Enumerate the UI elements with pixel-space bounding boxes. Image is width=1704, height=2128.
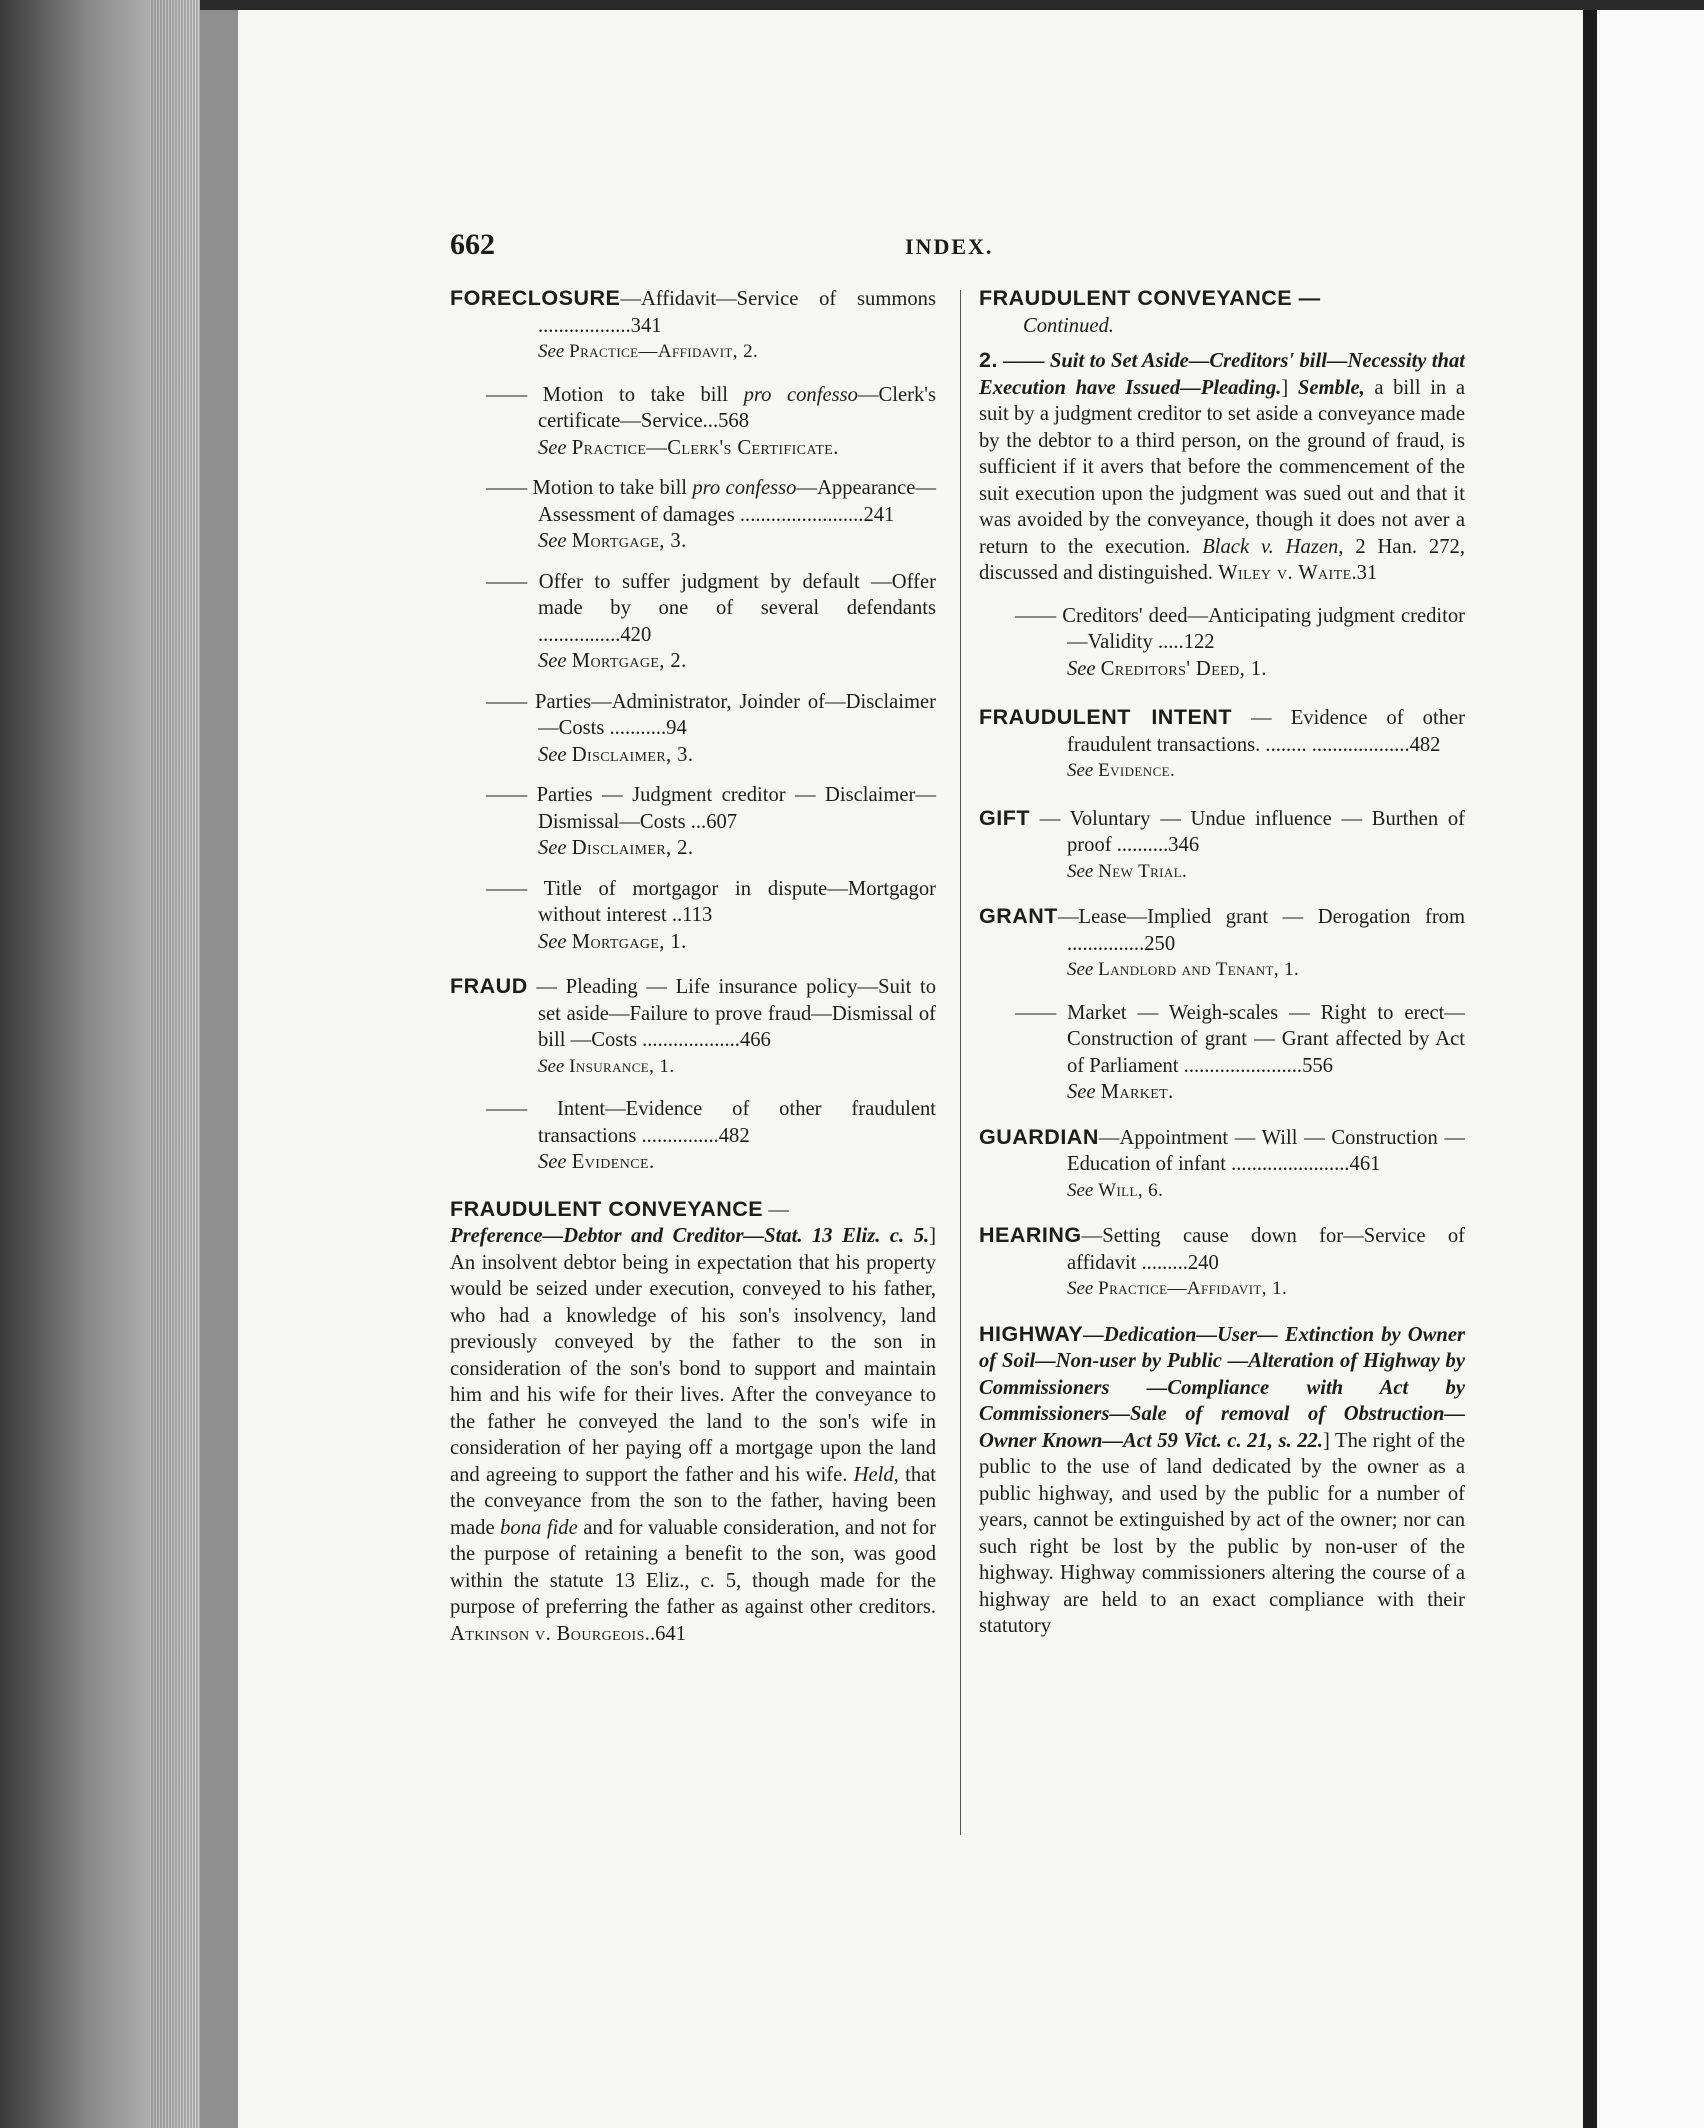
see-reference: [1067, 1079, 1465, 1106]
entry-subject: —Dedication—User— Extinction by Owner of Soil—Non-user by Public —Alteration of Highway by Commissioners —Compliance with Act by Commissioners—Sale of removal of Obstruction—Owner Known—Act 59 Vict. c. 21, s. 22.: [979, 1323, 1465, 1452]
see-word: See: [538, 341, 565, 362]
headword-guardian: GUARDIAN: [979, 1124, 1099, 1149]
see-target: Disclaimer, 2.: [571, 837, 694, 859]
see-reference: [538, 929, 936, 956]
see-reference: [450, 339, 936, 366]
fraudulent-intent-entry: [979, 704, 1465, 758]
foreclosure-entry-5: [450, 689, 936, 769]
index-entry-grant: [979, 903, 1465, 984]
see-reference: [538, 648, 936, 675]
page-number: 662: [450, 228, 495, 261]
entry-text: —: [763, 1198, 789, 1221]
column-divider: [960, 290, 961, 1835]
see-reference: [538, 528, 936, 555]
right-column: [979, 285, 1465, 1656]
see-reference: [979, 758, 1465, 785]
page-reference: .31: [1351, 562, 1378, 584]
foreclosure-entry-2: [450, 382, 936, 462]
scan-top-band: [0, 0, 1704, 10]
index-entry-foreclosure: [450, 285, 936, 366]
see-reference: [979, 1178, 1465, 1205]
see-word: See: [538, 743, 567, 766]
index-entry-fraud: [450, 973, 936, 1080]
see-word: See: [1067, 760, 1094, 781]
continued-heading: [979, 285, 1465, 313]
entry-text: a bill in a suit by a judgment creditor to set aside a conveyance made by the debtor to a third person, on the ground of fraud, is sufficient if it avers that before the commencement of the suit execution upon the judgment was sued out and that it was avoided by the conveyance, though it does not aver a return to the execution.: [979, 376, 1465, 558]
see-word: See: [538, 930, 567, 953]
headword-highway: HIGHWAY: [979, 1321, 1084, 1346]
fraudulent-conveyance-paragraph: [450, 1196, 936, 1648]
entry-text: that the conveyance from the son to the father, having been made: [450, 1463, 936, 1539]
entry-text: —Lease—Implied grant — Derogation from ...............250: [1057, 906, 1465, 955]
see-target: Practice—Clerk's Certificate.: [571, 436, 839, 459]
foreclosure-entry-4: [450, 569, 936, 675]
see-reference: [1067, 656, 1465, 683]
headword-gift: GIFT: [979, 805, 1030, 830]
see-word: See: [538, 650, 567, 672]
see-word: See: [1067, 1179, 1094, 1201]
guardian-entry: [979, 1124, 1465, 1178]
headword-fraudulent-conveyance-continued: FRAUDULENT CONVEYANCE —: [979, 286, 1321, 310]
fraud-entry-1: [450, 973, 936, 1054]
see-target: Market.: [1100, 1081, 1174, 1103]
entry-text: —— Motion to take bill: [486, 477, 693, 499]
left-column: [450, 285, 936, 1663]
see-word: See: [1067, 860, 1094, 882]
see-target: Will, 6.: [1098, 1179, 1164, 1201]
grant-entry-1: [979, 903, 1465, 957]
index-entry-fraudulent-intent: [979, 704, 1465, 785]
hearing-entry: [979, 1222, 1465, 1276]
see-target: New Trial.: [1098, 860, 1188, 882]
book-page-edges: [0, 0, 200, 2128]
entry-text: ]: [1281, 376, 1298, 399]
see-word: See: [538, 1055, 565, 1077]
running-head: INDEX.: [905, 234, 994, 259]
entry-subject: —— Suit to Set Aside—Creditors' bill—Necessity that Execution have Issued—Pleading.: [979, 350, 1465, 399]
entry-text: —— Parties — Judgment creditor — Disclaimer—Dismissal—Costs ...607: [486, 784, 936, 833]
entry-italic: Semble,: [1297, 376, 1365, 399]
entry-italic: Continued.: [1023, 314, 1114, 337]
gift-entry: [979, 805, 1465, 859]
entry-text: —Clerk's certificate—Service...568: [538, 383, 936, 432]
index-entry-highway: [979, 1321, 1465, 1640]
see-reference: [979, 1276, 1465, 1303]
case-name: Wiley v. Waite: [1218, 562, 1352, 584]
entry-text: —— Offer to suffer judgment by default —Offer made by one of several defendants ................420: [486, 570, 936, 646]
entry-text: —Setting cause down for—Service of affidavit .........240: [1067, 1225, 1465, 1274]
entry-text: —— Motion to take bill: [486, 383, 744, 406]
entry-text: —— Parties—Administrator, Joinder of—Disclaimer—Costs ...........94: [486, 690, 936, 739]
see-word: See: [1067, 1081, 1096, 1103]
entry-text: ] The right of the public to the use of land dedicated by the owner as a public highway, and used by the public for a number of years, cannot be extinguished by act of the owner; nor can such right be lost by the public by non-user of the highway. Highway commissioners altering the course of a highway are held to an exact compliance with their statutory: [979, 1429, 1465, 1637]
see-target: Practice—Affidavit, 1.: [1098, 1278, 1288, 1299]
see-target: Evidence.: [571, 1151, 655, 1173]
see-target: Practice—Affidavit, 2.: [569, 341, 759, 362]
entry-italic: Held,: [853, 1463, 899, 1486]
entry-italic: pro confesso: [692, 477, 797, 499]
headword-fraud: FRAUD: [450, 974, 528, 998]
entry-number: 2.: [979, 348, 998, 372]
continued-label: [979, 313, 1465, 340]
entry-text: 2 Han. 272, discussed and distinguished.: [979, 535, 1465, 584]
entry-text: — Voluntary — Undue influence — Burthen of proof ..........346: [1029, 807, 1465, 856]
see-word: See: [538, 1151, 567, 1173]
entry-text: —— Market — Weigh-scales — Right to erect—Construction of grant — Grant affected by Act of Parliament .......................556: [1015, 1001, 1465, 1077]
entry-text: —— Creditors' deed—Anticipating judgment creditor—Validity .....122: [1015, 604, 1465, 653]
see-word: See: [1067, 1278, 1094, 1299]
index-entry-hearing: [979, 1222, 1465, 1303]
see-target: Insurance, 1.: [569, 1055, 675, 1077]
see-target: Disclaimer, 3.: [571, 743, 694, 766]
see-target: Creditors' Deed, 1.: [1100, 657, 1267, 680]
foreclosure-entry-6: [450, 782, 936, 862]
entry-text: and for valuable consideration, and not for the purpose of retaining a benefit to the son, was good within the statute 13 Eliz., c. 5, though made for the purpose of preferring the father as against other creditors.: [450, 1516, 937, 1618]
headword-fraudulent-conveyance: FRAUDULENT CONVEYANCE: [450, 1196, 764, 1221]
see-word: See: [538, 837, 567, 859]
see-reference: [538, 835, 936, 862]
headword-grant: GRANT: [979, 904, 1058, 928]
foreclosure-entry-1: [450, 285, 936, 339]
entry-text: —— Intent—Evidence of other fraudulent transactions ...............482: [486, 1098, 936, 1147]
entry-text: —— Title of mortgagor in dispute—Mortgagor without interest ..113: [486, 877, 936, 926]
index-entry-fraudulent-conveyance: [450, 1196, 936, 1648]
highway-paragraph: [979, 1321, 1465, 1640]
see-target: Mortgage, 1.: [571, 930, 687, 953]
see-reference: [979, 957, 1465, 984]
headword-hearing: HEARING: [979, 1223, 1082, 1247]
entry-text: —Affidavit—Service of summons ..................341: [538, 288, 936, 337]
see-target: Evidence.: [1098, 760, 1176, 781]
see-word: See: [538, 436, 567, 459]
entry-text: —Appearance—Assessment of damages ........................241: [538, 477, 936, 526]
fraudulent-conveyance-entry-3: [979, 603, 1465, 683]
scan-right-margin: [1597, 10, 1704, 2128]
see-reference: [450, 1054, 936, 1081]
book-spine-shadow: [1583, 10, 1597, 2128]
see-reference: [538, 435, 936, 462]
see-target: Landlord and Tenant, 1.: [1098, 959, 1300, 980]
see-reference: [979, 859, 1465, 886]
cited-case: Black v. Hazen,: [1202, 535, 1344, 558]
grant-entry-2: [979, 1000, 1465, 1106]
see-word: See: [538, 530, 567, 552]
index-entry-gift: [979, 805, 1465, 886]
entry-text: — Evidence of other fraudulent transactions. ........ ...................482: [1067, 707, 1465, 756]
entry-subject: Preference—Debtor and Creditor—Stat. 13 Eliz. c. 5.: [450, 1225, 930, 1247]
see-reference: [538, 742, 936, 769]
entry-italic: bona fide: [500, 1516, 578, 1539]
foreclosure-entry-7: [450, 876, 936, 956]
headword-foreclosure: FORECLOSURE: [450, 286, 621, 310]
see-word: See: [1067, 657, 1096, 680]
fraudulent-conveyance-2-paragraph: [979, 347, 1465, 587]
fraud-entry-2: [450, 1096, 936, 1176]
see-reference: [538, 1149, 936, 1176]
page-reference: ..641: [644, 1622, 686, 1645]
headword-fraudulent-intent: FRAUDULENT INTENT: [979, 705, 1232, 729]
entry-text: ] An insolvent debtor being in expectation that his property would be seized under execution, conveyed to his father, who had a knowledge of his son's insolvency, land previously conveyed by the father to the son in consideration of the son's bond to support and maintain him and his wife for their lives. After the conveyance to the father he conveyed the land to the son's wife in consideration of her paying off a mortgage upon the land and agreeing to support the father and his wife.: [450, 1225, 936, 1486]
see-word: See: [1067, 959, 1094, 980]
foreclosure-entry-3: [450, 475, 936, 555]
index-entry-guardian: [979, 1124, 1465, 1205]
index-entry-fraudulent-conveyance-continued: [979, 285, 1465, 587]
case-name: Atkinson v. Bourgeois: [450, 1622, 645, 1645]
entry-italic: pro confesso: [743, 383, 858, 406]
entry-text: — Pleading — Life insurance policy—Suit to set aside—Failure to prove fraud—Dismissal of bill —Costs ...................466: [527, 976, 936, 1051]
entry-text: —Appointment — Will — Construction — Education of infant .......................461: [1067, 1126, 1465, 1175]
see-target: Mortgage, 3.: [571, 530, 687, 552]
see-target: Mortgage, 2.: [571, 650, 687, 672]
